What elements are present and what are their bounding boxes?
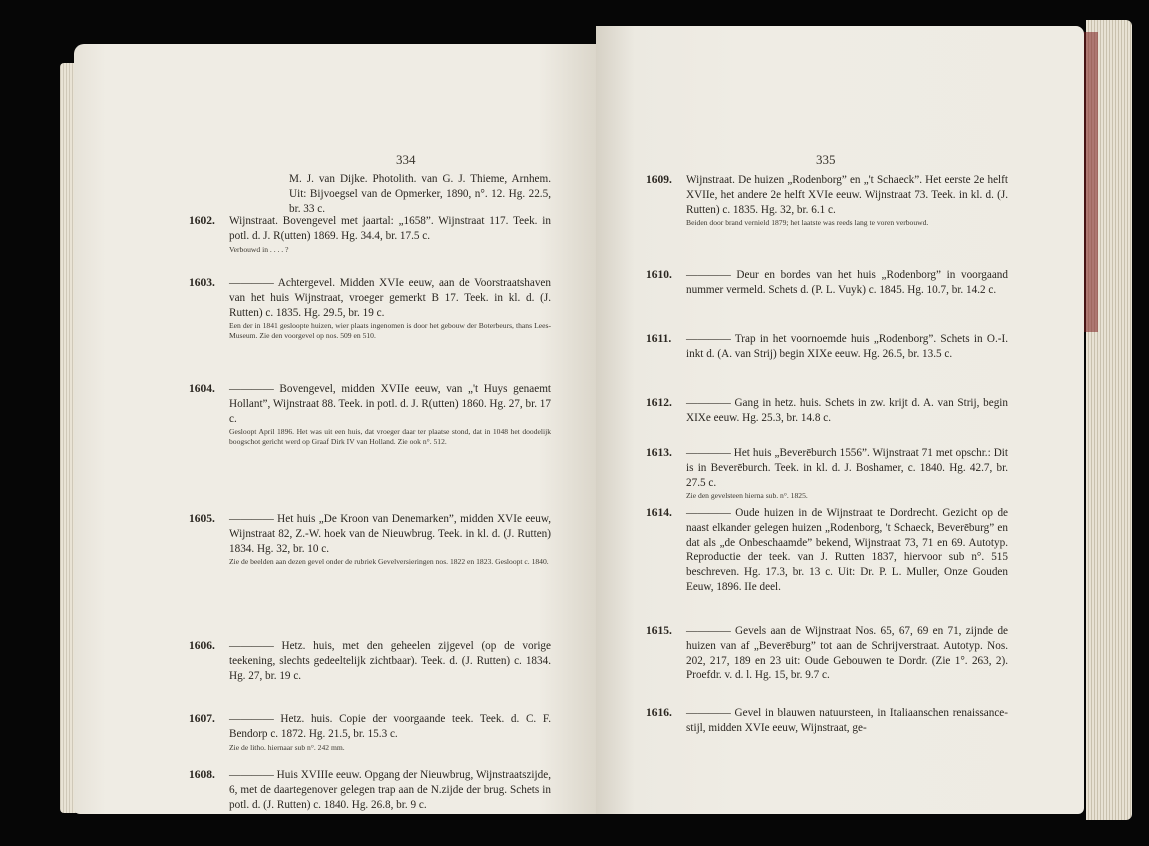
entry-text: ———— Oude huizen in de Wijnstraat te Dordrecht. Gezicht op de naast elkander gelegen huizen „Rodenborg, 't Schaeck, Beverēburg” en dat als „de Onbeschaamde” bekend, Wijnstraat 73, 71 en 69. Autotyp. Reproductie der teek. van J. Rutten 1837, hiervoor sub n°. 515 beschreven. Hg. 17.3, br. 13 c. Uit: Dr. P. L. Muller, Onze Gouden Eeuw, 1896. IIe deel. xyxy=(686,507,1008,593)
entry-number: 1615. xyxy=(646,625,672,637)
entry-number: 1610. xyxy=(646,269,672,281)
entry-text: ———— Gevel in blauwen natuursteen, in Italiaanschen renaissance-stijl, midden XVIe eeuw, Wijnstraat, ge- xyxy=(686,707,1008,734)
catalog-entry xyxy=(189,276,551,341)
entry-note: Zie de litho. hiernaar sub n°. 242 mm. xyxy=(229,742,345,752)
catalog-entry xyxy=(646,506,1008,595)
catalog-entry xyxy=(189,512,551,567)
entry-number: 1608. xyxy=(189,769,215,781)
catalog-entry xyxy=(189,214,551,255)
catalog-entry xyxy=(646,332,1008,362)
bookmark-ribbon xyxy=(1084,32,1098,332)
book xyxy=(22,18,1132,836)
entry-text: ———— Deur en bordes van het huis „Rodenborg” in voorgaand nummer vermeld. Schets d. (P. L. Vuyk) c. 1845. Hg. 10.7, br. 14.2 c. xyxy=(686,269,1008,296)
catalog-entry xyxy=(189,639,551,683)
entry-text: ———— Hetz. huis, met den geheelen zijgevel (op de vorige teekening, slechts gedeeltelijk zichtbaar). Teek. d. (J. Rutten) c. 1834. Hg. 27, br. 19 c. xyxy=(229,640,551,682)
entry-number: 1605. xyxy=(189,513,215,525)
entry-text: Wijnstraat. De huizen „Rodenborg” en „'t Schaeck”. Het eerste 2e helft XVIIe, het andere 2e helft XVIe eeuw. Wijnstraat 73. Teek. in kl. d. (J. Rutten) c. 1835. Hg. 32, br. 6.1 c. xyxy=(686,174,1008,216)
entry-note: Gesloopt April 1896. Het was uit een huis, dat vroeger daar ter plaatse stond, dat in 1048 het doodelijk boogschot gericht werd op Graaf Dirk IV van Holland. Zie ook n°. 512. xyxy=(229,427,551,447)
entry-number: 1611. xyxy=(646,333,672,345)
entry-text: M. J. van Dijke. Photolith. van G. J. Thieme, Arnhem. Uit: Bijvoegsel van de Opmerker, 1890, n°. 12. Hg. 22.5, br. 33 c. xyxy=(289,173,551,215)
entry-number: 1616. xyxy=(646,707,672,719)
entry-number: 1604. xyxy=(189,383,215,395)
entry-number: 1613. xyxy=(646,447,672,459)
entry-number: 1609. xyxy=(646,174,672,186)
entry-text: Wijnstraat. Bovengevel met jaartal: „1658”. Wijnstraat 117. Teek. in potl. d. J. R(utten) 1869. Hg. 34.4, br. 17.5 c. xyxy=(229,215,551,242)
entry-number: 1614. xyxy=(646,507,672,519)
right-page xyxy=(596,26,1084,814)
entry-text: ———— Gang in hetz. huis. Schets in zw. krijt d. A. van Strij, begin XIXe eeuw. Hg. 25.3, br. 14.8 c. xyxy=(686,397,1008,424)
left-page xyxy=(74,44,602,814)
entry-note: Zie de beelden aan dezen gevel onder de rubriek Gevelversieringen nos. 1822 en 1823. Gesloopt c. 1840. xyxy=(229,557,549,567)
catalog-entry xyxy=(646,446,1008,501)
catalog-entry xyxy=(189,768,551,812)
entry-number: 1612. xyxy=(646,397,672,409)
catalog-entry xyxy=(646,173,1008,228)
entry-number: 1607. xyxy=(189,713,215,725)
page-number: 335 xyxy=(816,152,836,167)
entry-text: ———— Bovengevel, midden XVIIe eeuw, van „'t Huys genaemt Hollant”, Wijnstraat 88. Teek. in potl. d. J. R(utten) 1860. Hg. 27, br. 17 c. xyxy=(229,383,551,425)
entry-note: Zie den gevelsteen hierna sub. n°. 1825. xyxy=(686,491,808,501)
intro-entry xyxy=(289,172,551,216)
entry-number: 1602. xyxy=(189,215,215,227)
entry-text: ———— Achtergevel. Midden XVIe eeuw, aan de Voorstraatshaven van het huis Wijnstraat, vroeger gemerkt B 17. Teek. in kl. d. (J. Rutten) c. 1835. Hg. 29.5, br. 19 c. xyxy=(229,277,551,319)
catalog-entry xyxy=(189,712,551,753)
entry-number: 1606. xyxy=(189,640,215,652)
entry-text: ———— Gevels aan de Wijnstraat Nos. 65, 67, 69 en 71, zijnde de huizen van af „Beverēburg” tot aan de Schrijverstraat. Autotyp. Nos. 202, 217, 189 en 23 uit: Oude Gebouwen te Dordr. (Zie 1°. 263, 2). Proefdr. v. d. l. Hg. 15, br. 9.7 c. xyxy=(686,625,1008,682)
catalog-entry xyxy=(646,396,1008,426)
entry-text: ———— Hetz. huis. Copie der voorgaande teek. Teek. d. C. F. Bendorp c. 1872. Hg. 21.5, br. 15.3 c. xyxy=(229,713,551,740)
entry-text: ———— Huis XVIIIe eeuw. Opgang der Nieuwbrug, Wijnstraatszijde, 6, met de daartegenover gelegen trap aan de N.zijde der brug. Schets in potl. d. (J. Rutten) c. 1840. Hg. 26.8, br. 9 c. xyxy=(229,769,551,811)
page-number: 334 xyxy=(396,152,416,167)
catalog-entry xyxy=(646,624,1008,683)
entry-number: 1603. xyxy=(189,277,215,289)
catalog-entry xyxy=(189,382,551,447)
entry-text: ———— Het huis „De Kroon van Denemarken”, midden XVIe eeuw, Wijnstraat 82, Z.-W. hoek van de Nieuwbrug. Teek. in kl. d. (J. Rutten) 1834. Hg. 32, br. 10 c. xyxy=(229,513,551,555)
entry-text: ———— Trap in het voornoemde huis „Rodenborg”. Schets in O.-I. inkt d. (A. van Strij) begin XIXe eeuw. Hg. 26.5, br. 13.5 c. xyxy=(686,333,1008,360)
catalog-entry xyxy=(646,706,1008,736)
entry-text: ———— Het huis „Beverēburch 1556”. Wijnstraat 71 met opschr.: Dit is in Beverēburch. Teek. in kl. d. J. Boshamer, c. 1840. Hg. 42.7, br. 27.5 c. xyxy=(686,447,1008,489)
entry-note: Een der in 1841 gesloopte huizen, wier plaats ingenomen is door het gebouw der Boterbeurs, thans Lees-Museum. Zie den voorgevel op nos. 509 en 510. xyxy=(229,321,551,341)
entry-note: Beiden door brand vernield 1879; het laatste was reeds lang te voren verbouwd. xyxy=(686,218,929,228)
catalog-entry xyxy=(646,268,1008,298)
entry-note: Verbouwd in . . . . ? xyxy=(229,244,289,254)
